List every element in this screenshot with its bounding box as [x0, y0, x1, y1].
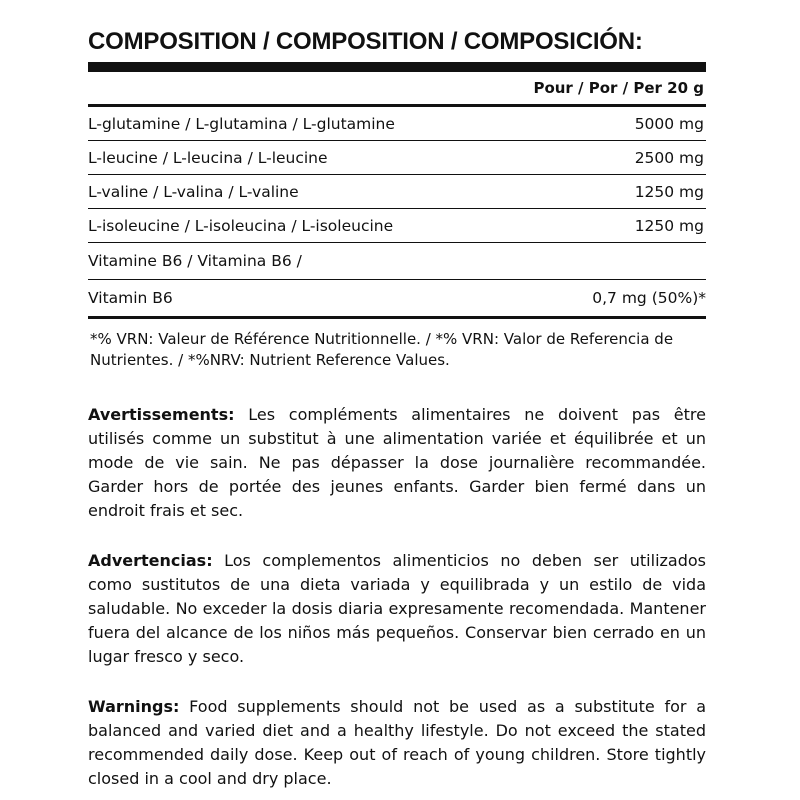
warning-paragraph-es [88, 549, 706, 669]
ingredient-row [88, 209, 706, 243]
ingredient-row [88, 141, 706, 175]
ingredient-name: L-leucine / L-leucina / L-leucine [88, 148, 328, 167]
vitamin-name-line2: Vitamin B6 [88, 289, 173, 307]
table-bottom-divider [88, 316, 706, 319]
warning-paragraph-fr [88, 403, 706, 523]
ingredient-name: L-glutamine / L-glutamina / L-glutamine [88, 114, 395, 133]
per-serving-header: Pour / Por / Per 20 g [533, 79, 704, 97]
vitamin-name-line1: Vitamine B6 / Vitamina B6 / [88, 243, 706, 280]
ingredient-name: L-valine / L-valina / L-valine [88, 182, 299, 201]
ingredient-amount: 1250 mg [634, 216, 704, 235]
warning-paragraph-en [88, 695, 706, 791]
vitamin-amount: 0,7 mg (50%)* [592, 289, 706, 307]
ingredient-amount: 5000 mg [634, 114, 704, 133]
composition-title: COMPOSITION / COMPOSITION / COMPOSICIÓN: [88, 28, 643, 55]
ingredient-name: L-isoleucine / L-isoleucina / L-isoleucine [88, 216, 394, 235]
warning-label: Advertencias: [88, 551, 213, 570]
warning-label: Avertissements: [88, 405, 235, 424]
warning-label: Warnings: [88, 697, 180, 716]
vrn-footnote: *% VRN: Valeur de Référence Nutritionnelle. / *% VRN: Valor de Referencia de Nutrientes. / *%NRV: Nutrient Reference Values. [90, 330, 674, 369]
title-divider [88, 62, 706, 72]
ingredient-row [88, 107, 706, 141]
warning-text: Les compléments alimentaires ne doivent pas être utilisés comme un substitut à une alimentation variée et équilibrée et un mode de vie sain. Ne pas dépasser la dose journalière recommandée. Garder hors de portée des jeunes enfants. Garder bien fermé dans un endroit frais et sec. [88, 405, 706, 520]
warning-text: Los complementos alimenticios no deben ser utilizados como sustitutos de una dieta variada y equilibrada y un estilo de vida saludable. No exceder la dosis diaria expresamente recomendada. Mantener fuera del alcance de los niños más pequeños. Conservar bien cerrado en un lugar fresco y seco. [88, 551, 706, 666]
ingredient-row [88, 175, 706, 209]
ingredient-amount: 1250 mg [634, 182, 704, 201]
vitamin-row [88, 280, 706, 316]
composition-label [88, 28, 706, 791]
warning-text: Food supplements should not be used as a substitute for a balanced and varied diet and a healthy lifestyle. Do not exceed the stated recommended daily dose. Keep out of reach of young children. Store tightly closed in a cool and dry place. [88, 697, 707, 788]
ingredient-amount: 2500 mg [634, 148, 704, 167]
